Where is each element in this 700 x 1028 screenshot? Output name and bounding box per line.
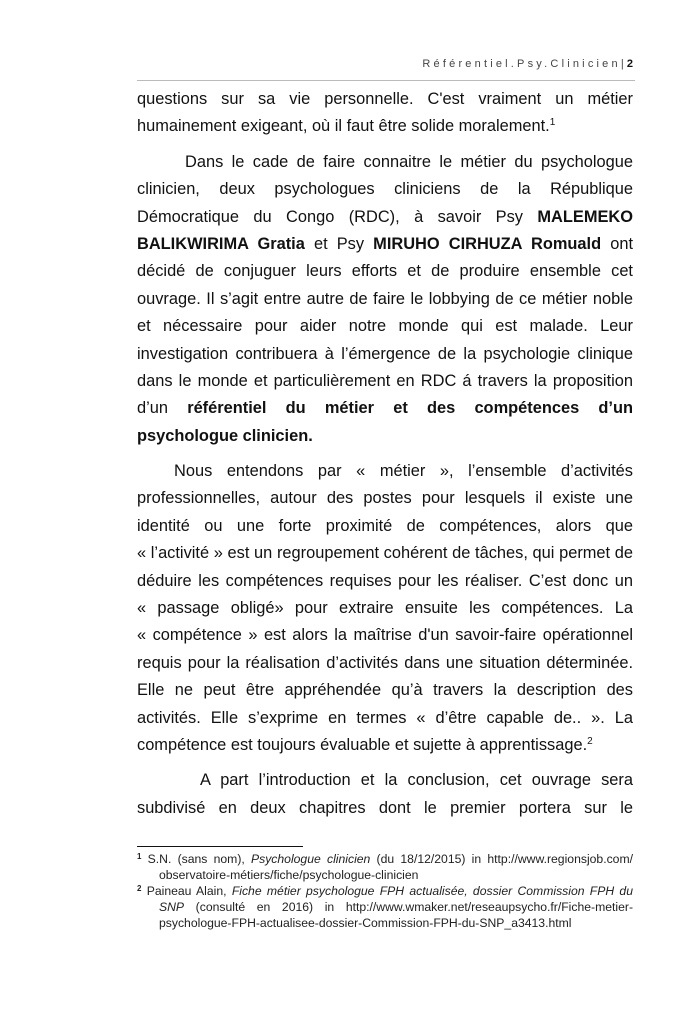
text-run: et Psy [304, 234, 374, 253]
text-run: activités. Elle s’exprime en termes « d’être capable de.. ». La [137, 708, 633, 727]
paragraph [137, 767, 633, 822]
footnote [137, 883, 633, 931]
text-line [137, 313, 633, 340]
text-run: ont [601, 234, 633, 253]
text-run: Démocratique du Congo (RDC), à savoir Psy [137, 207, 538, 226]
footnote-text: (consulté en 2016) in http://www.wmaker.net/reseaupsycho.fr/Fiche-metier-psychologue-FPH-actualisee-dossier-Commission-FPH-du-SNP_a3413.html [159, 900, 633, 930]
text-line [137, 86, 633, 113]
footnotes [137, 851, 633, 931]
footnote-title: Psychologue clinicien [250, 852, 371, 866]
text-run: déduire les compétences requises pour les réaliser. C’est donc un [137, 571, 633, 590]
text-line [137, 458, 633, 485]
footnote-text: (du 18/12/2015) in http://www.regionsjob.com/ observatoire-métiers/fiche/psychologue-clinicien [159, 852, 633, 882]
text-line [137, 423, 633, 450]
text-run: clinicien, deux psychologues cliniciens de la République [137, 180, 633, 199]
footnote-number: 1 [137, 852, 142, 861]
text-line [137, 650, 633, 677]
text-line [137, 568, 633, 595]
text-line [137, 767, 633, 794]
text-run: ouvrage. Il s’agit entre autre de faire le lobbying de ce métier noble [137, 289, 633, 308]
text-line [137, 113, 633, 140]
text-line [137, 341, 633, 368]
text-run: Nous entendons par « métier », l’ensemble d’activités [174, 462, 633, 481]
bold-text: MALEMEKO [537, 207, 633, 226]
footnote-ref: 2 [587, 735, 593, 747]
text-line [137, 485, 633, 512]
text-run: « passage obligé» pour extraire ensuite les compétences. La [137, 599, 633, 618]
bold-text: référentiel du métier et des compétences d’un [187, 399, 633, 418]
text-run: et nécessaire pour aider notre monde qui est malade. Leur [137, 317, 633, 336]
text-line [137, 204, 633, 231]
text-run: Dans le cade de faire connaitre le métier du psychologue [185, 152, 633, 171]
text-line [137, 286, 633, 313]
text-line [137, 176, 633, 203]
text-line [137, 595, 633, 622]
text-run: « l’activité » est un regroupement cohérent de tâches, qui permet de [137, 544, 633, 563]
text-line [137, 795, 633, 822]
footnote [137, 851, 633, 883]
text-line [137, 677, 633, 704]
text-run: compétence est toujours évaluable et sujette à apprentissage. [137, 735, 588, 754]
text-line [137, 231, 633, 258]
text-line [137, 540, 633, 567]
text-run: investigation contribuera à l’émergence de la psychologie clinique [137, 344, 633, 363]
footnote-separator [137, 846, 303, 847]
text-run: A part l’introduction et la conclusion, cet ouvrage sera [200, 771, 633, 790]
paragraph [137, 149, 633, 450]
paragraph [137, 458, 633, 759]
running-header [137, 58, 633, 70]
text-line [137, 368, 633, 395]
text-run: subdivisé en deux chapitres dont le premier portera sur le [137, 798, 633, 817]
text-line [137, 149, 633, 176]
text-run: « compétence » est alors la maîtrise d'un savoir-faire opérationnel [137, 626, 633, 645]
footnote-text: Paineau Alain, [141, 884, 232, 898]
text-line [137, 732, 633, 759]
text-line [137, 258, 633, 285]
footnote-ref: 1 [549, 117, 556, 129]
header-rule [137, 80, 635, 81]
text-run: décidé de conjuguer leurs efforts et de produire ensemble cet [137, 262, 633, 281]
paragraph [137, 86, 633, 141]
bold-text: psychologue clinicien. [137, 426, 313, 445]
text-line [137, 705, 633, 732]
footnote-title: Fiche métier psychologue FPH actualisée, dossier Commission FPH du SNP [159, 884, 633, 914]
footnote-text: S.N. (sans nom), [141, 852, 251, 866]
text-run: requis pour la réalisation d’activités dans une situation déterminée. [137, 653, 633, 672]
footnote-number: 2 [137, 884, 142, 893]
text-run: dans le monde et particulièrement en RDC á travers la proposition [137, 371, 633, 390]
header-separator: | [620, 58, 627, 70]
text-run: Elle ne peut être appréhendée qu’à travers la description des [137, 681, 633, 700]
text-run: humainement exigeant, où il faut être solide moralement. [137, 117, 550, 136]
header-title: Référentiel.Psy.Clinicien [422, 58, 621, 70]
bold-text: BALIKWIRIMA Gratia [137, 234, 305, 253]
text-run: professionnelles, autour des postes pour lesquels il existe une [137, 489, 633, 508]
text-line [137, 622, 633, 649]
page-number: 2 [626, 58, 633, 70]
text-run: questions sur sa vie personnelle. C'est vraiment un métier [137, 90, 633, 108]
bold-text: MIRUHO CIRHUZA Romuald [373, 234, 602, 253]
body-text [137, 86, 633, 822]
text-run: d’un [137, 399, 188, 418]
text-line [137, 513, 633, 540]
text-line [137, 395, 633, 422]
text-run: identité ou une forte proximité de compétences, alors que [137, 516, 633, 535]
